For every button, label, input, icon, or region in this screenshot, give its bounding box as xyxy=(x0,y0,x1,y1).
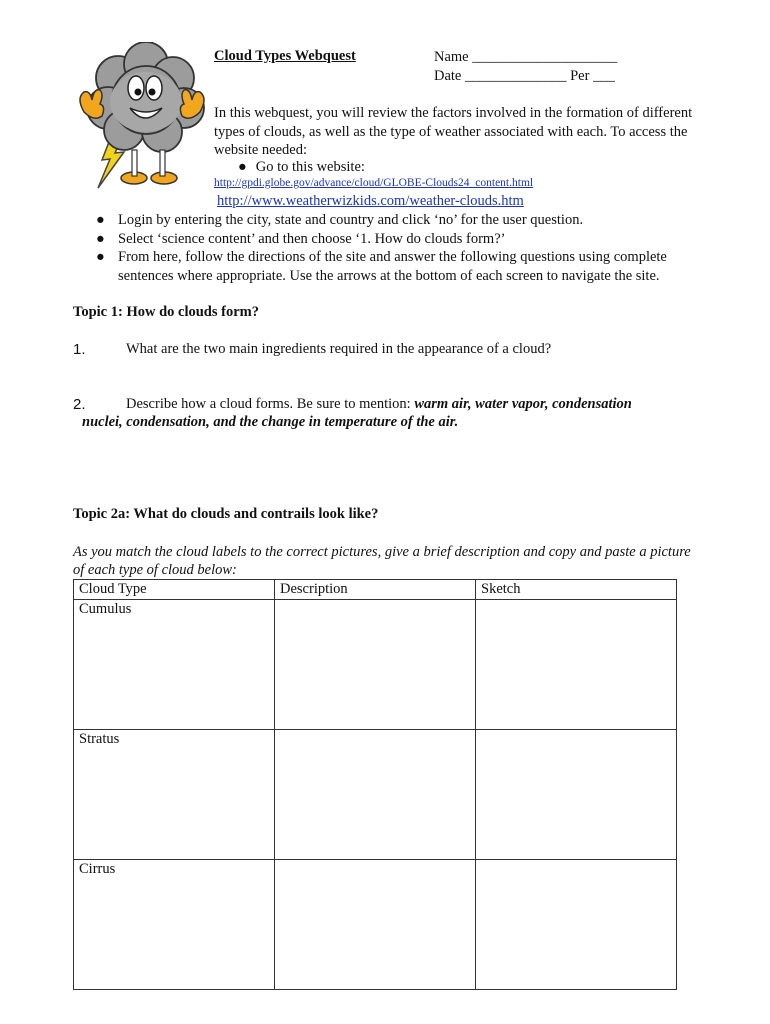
cloud-type-cell: Cumulus xyxy=(74,600,275,730)
table-header-row xyxy=(74,580,677,600)
table-row xyxy=(74,730,677,860)
sketch-cell[interactable] xyxy=(476,860,677,990)
question-2-emphasis-continued: nuclei, condensation, and the change in temperature of the air. xyxy=(82,414,459,430)
cloud-type-cell: Cirrus xyxy=(74,860,275,990)
worksheet-title: Cloud Types Webquest xyxy=(214,48,356,64)
description-cell[interactable] xyxy=(275,860,476,990)
instruction-item: ● Select ‘science content’ and then choose ‘1. How do clouds form?’ xyxy=(96,230,506,247)
table-row xyxy=(74,600,677,730)
sketch-cell[interactable] xyxy=(476,600,677,730)
bullet-dot: ● xyxy=(96,230,105,247)
question-1-number: 1. xyxy=(73,341,86,358)
topic-2a-heading: Topic 2a: What do clouds and contrails look like? xyxy=(73,506,379,522)
globe-website-link[interactable]: http://gpdi.globe.gov/advance/cloud/GLOBE-Clouds24_content.html xyxy=(214,177,534,189)
cloud-types-table xyxy=(73,579,677,990)
instructions-list xyxy=(96,211,696,285)
name-date-block xyxy=(434,48,617,85)
column-header-cloud-type: Cloud Type xyxy=(74,580,275,600)
question-2-number: 2. xyxy=(73,396,86,413)
date-period-line: Date ______________ Per ___ xyxy=(434,67,615,84)
question-2-plain: Describe how a cloud forms. Be sure to mention: xyxy=(126,396,415,412)
go-to-website-bullet xyxy=(238,159,365,176)
topic-1-heading: Topic 1: How do clouds form? xyxy=(73,304,259,320)
table-row xyxy=(74,860,677,990)
description-cell[interactable] xyxy=(275,730,476,860)
cloud-mascot-illustration xyxy=(72,42,212,192)
weatherwizkids-website-link[interactable]: http://www.weatherwizkids.com/weather-clouds.htm xyxy=(217,193,524,209)
instruction-item: ● From here, follow the directions of the site and answer the following questions using complete sentences where appropriate. Use the arrows at the bottom of each screen to navigate the site. xyxy=(96,249,667,284)
instruction-item: ● Login by entering the city, state and country and click ‘no’ for the user question. xyxy=(96,212,584,228)
question-1-text: What are the two main ingredients required in the appearance of a cloud? xyxy=(126,341,552,357)
question-2-emphasis: warm air, water vapor, condensation xyxy=(414,396,632,412)
bullet-dot: ● xyxy=(96,249,105,265)
intro-paragraph: In this webquest, you will review the factors involved in the formation of different types of clouds, as well as the type of weather associated with each. To access the website needed: xyxy=(214,105,693,158)
question-2-text xyxy=(126,396,686,413)
bullet-dot: ● xyxy=(96,212,105,228)
cloud-type-cell: Stratus xyxy=(74,730,275,860)
name-line: Name ____________________ xyxy=(434,49,618,65)
bullet-dot: ● xyxy=(238,159,247,175)
column-header-sketch: Sketch xyxy=(476,580,677,600)
sketch-cell[interactable] xyxy=(476,730,677,860)
description-cell[interactable] xyxy=(275,600,476,730)
go-to-website-text: Go to this website: xyxy=(255,159,365,175)
column-header-description: Description xyxy=(275,580,476,600)
topic-2a-instruction: As you match the cloud labels to the correct pictures, give a brief description and copy and paste a picture of each type of cloud below: xyxy=(73,544,691,578)
